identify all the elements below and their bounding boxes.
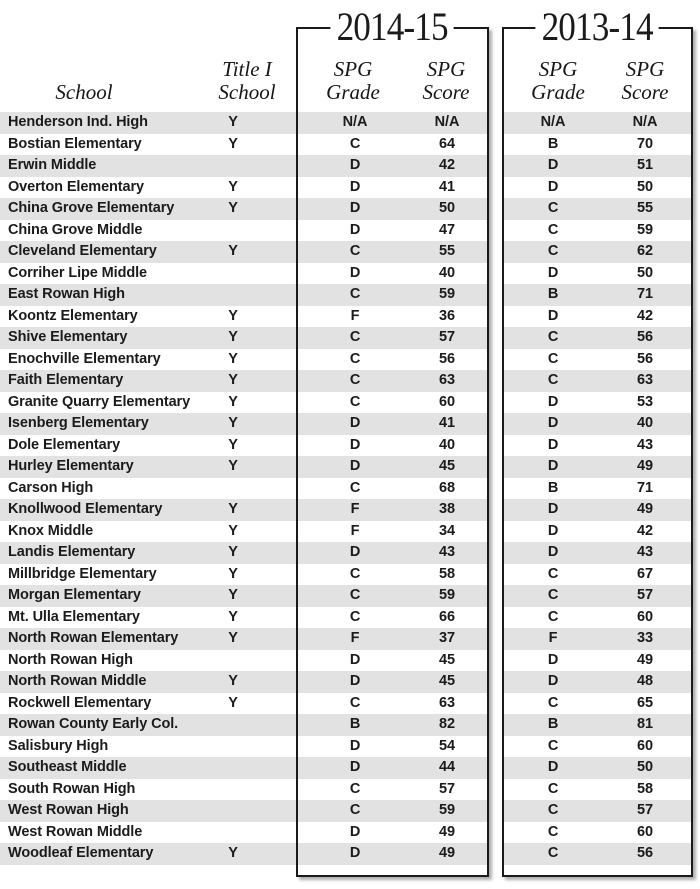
cell-spg-grade-2013-14: C xyxy=(547,350,559,367)
cell-school: Faith Elementary xyxy=(8,372,124,388)
cell-spg-grade-2014-15: D xyxy=(349,458,361,474)
cell-spg-score-2014-15: 82 xyxy=(439,716,455,732)
cell-spg-grade-2014-15: C xyxy=(349,479,361,496)
cell-spg-grade-2014-15: B xyxy=(349,716,361,732)
table-row xyxy=(0,607,700,629)
cell-spg-score-2013-14: 81 xyxy=(637,716,653,732)
cell-spg-grade-2013-14: C xyxy=(547,694,559,711)
cell-spg-grade-2014-15: D xyxy=(349,178,361,195)
cell-spg-grade-2014-15: D xyxy=(349,845,361,861)
column-header-title1-school xyxy=(197,58,297,104)
cell-spg-score-2013-14: 50 xyxy=(637,264,653,281)
cell-school: South Rowan High xyxy=(8,780,136,797)
spg-grade-line2: Grade xyxy=(531,80,585,104)
cell-spg-score-2013-14: 67 xyxy=(637,565,653,582)
table-row xyxy=(0,843,700,865)
cell-spg-grade-2014-15: C xyxy=(349,286,361,302)
cell-school: Hurley Elementary xyxy=(8,458,134,474)
cell-title1-school xyxy=(193,650,273,672)
table-row xyxy=(0,370,700,392)
cell-school: Isenberg Elementary xyxy=(8,415,149,431)
cell-title1-school: Y xyxy=(228,350,238,367)
cell-school: East Rowan High xyxy=(8,286,125,302)
cell-spg-grade-2014-15: C xyxy=(349,587,361,603)
cell-spg-grade-2013-14: D xyxy=(547,458,559,474)
cell-spg-grade-2014-15: D xyxy=(349,544,361,560)
cell-spg-score-2013-14: 49 xyxy=(637,651,653,668)
cell-spg-score-2013-14: 43 xyxy=(637,544,653,560)
cell-spg-score-2014-15: 41 xyxy=(439,415,455,431)
cell-school: Salisbury High xyxy=(8,737,109,754)
table-row xyxy=(0,822,700,844)
cell-spg-score-2014-15: 59 xyxy=(439,802,455,818)
cell-spg-score-2013-14: 56 xyxy=(637,350,653,367)
cell-title1-school: Y xyxy=(228,565,238,582)
cell-spg-score-2014-15: 50 xyxy=(439,200,455,216)
cell-title1-school: Y xyxy=(228,522,238,539)
cell-spg-score-2013-14: 57 xyxy=(637,587,653,603)
cell-school: Dole Elementary xyxy=(8,436,121,453)
cell-school: Bostian Elementary xyxy=(8,135,142,152)
cell-spg-score-2013-14: 50 xyxy=(637,759,653,775)
cell-school: Shive Elementary xyxy=(8,329,128,345)
column-header-spg-score-2013-14 xyxy=(595,58,695,104)
cell-spg-score-2014-15: 45 xyxy=(439,458,455,474)
cell-spg-score-2013-14: 63 xyxy=(637,372,653,388)
column-header-spg-score-2014-15 xyxy=(396,58,496,104)
cell-spg-grade-2013-14: C xyxy=(547,200,559,216)
cell-title1-school: Y xyxy=(228,415,238,431)
cell-spg-grade-2014-15: C xyxy=(349,350,361,367)
cell-title1-school xyxy=(193,714,273,736)
table-row xyxy=(0,392,700,414)
cell-spg-grade-2014-15: D xyxy=(349,436,361,453)
cell-title1-school: Y xyxy=(228,114,238,130)
table-row xyxy=(0,542,700,564)
cell-spg-grade-2013-14: C xyxy=(547,243,559,259)
table-row xyxy=(0,263,700,285)
cell-spg-grade-2013-14: C xyxy=(547,845,559,861)
cell-title1-school: Y xyxy=(228,458,238,474)
cell-spg-score-2014-15: 56 xyxy=(439,350,455,367)
table-rows xyxy=(0,112,700,865)
cell-spg-score-2013-14: 50 xyxy=(637,178,653,195)
cell-title1-school: Y xyxy=(228,630,238,646)
cell-spg-score-2013-14: 43 xyxy=(637,436,653,453)
cell-spg-score-2013-14: 49 xyxy=(637,501,653,517)
cell-spg-score-2014-15: 41 xyxy=(439,178,455,195)
cell-title1-school: Y xyxy=(228,243,238,259)
cell-spg-score-2013-14: 71 xyxy=(637,286,653,302)
spg-grade-line2: Grade xyxy=(326,80,380,104)
cell-spg-grade-2014-15: F xyxy=(350,307,360,324)
cell-spg-score-2014-15: 38 xyxy=(439,501,455,517)
cell-spg-score-2014-15: 63 xyxy=(439,372,455,388)
cell-school: Morgan Elementary xyxy=(8,587,141,603)
cell-school: Knox Middle xyxy=(8,522,94,539)
cell-school: Carson High xyxy=(8,479,94,496)
cell-spg-grade-2013-14: B xyxy=(547,716,559,732)
cell-school: West Rowan High xyxy=(8,802,129,818)
cell-spg-score-2013-14: 57 xyxy=(637,802,653,818)
cell-spg-grade-2014-15: D xyxy=(349,264,361,281)
cell-title1-school: Y xyxy=(228,135,238,152)
cell-title1-school xyxy=(193,220,273,242)
group-title-wrap-2013-14 xyxy=(504,4,691,50)
table-row xyxy=(0,671,700,693)
cell-school: Woodleaf Elementary xyxy=(8,845,154,861)
cell-spg-score-2013-14: 56 xyxy=(637,845,653,861)
cell-spg-score-2014-15: 43 xyxy=(439,544,455,560)
cell-spg-grade-2013-14: D xyxy=(547,673,559,689)
cell-spg-grade-2013-14: D xyxy=(547,759,559,775)
table-row xyxy=(0,650,700,672)
cell-spg-score-2014-15: 54 xyxy=(439,737,455,754)
cell-school: Rowan County Early Col. xyxy=(8,716,179,732)
cell-school: Granite Quarry Elementary xyxy=(8,393,191,410)
cell-spg-grade-2013-14: C xyxy=(547,221,559,238)
table-row xyxy=(0,456,700,478)
table-row xyxy=(0,198,700,220)
cell-spg-grade-2013-14: C xyxy=(547,565,559,582)
cell-spg-grade-2014-15: F xyxy=(350,522,360,539)
cell-spg-score-2013-14: 40 xyxy=(637,415,653,431)
cell-title1-school: Y xyxy=(228,393,238,410)
cell-spg-grade-2013-14: D xyxy=(547,436,559,453)
cell-spg-grade-2014-15: D xyxy=(349,157,361,173)
cell-spg-score-2013-14: 48 xyxy=(637,673,653,689)
cell-spg-grade-2013-14: B xyxy=(547,135,559,152)
cell-spg-score-2014-15: 40 xyxy=(439,264,455,281)
cell-school: West Rowan Middle xyxy=(8,823,143,840)
cell-spg-grade-2013-14: C xyxy=(547,608,559,625)
table-row xyxy=(0,714,700,736)
cell-spg-grade-2013-14: D xyxy=(547,307,559,324)
cell-title1-school xyxy=(193,800,273,822)
cell-school: North Rowan Elementary xyxy=(8,630,179,646)
group-title-2013-14: 2013-14 xyxy=(536,4,659,50)
cell-spg-score-2013-14: 55 xyxy=(637,200,653,216)
cell-title1-school xyxy=(193,284,273,306)
cell-spg-score-2013-14: N/A xyxy=(632,114,658,130)
cell-spg-grade-2014-15: C xyxy=(349,802,361,818)
cell-school: Corriher Lipe Middle xyxy=(8,264,147,281)
cell-school: Erwin Middle xyxy=(8,157,97,173)
table-row xyxy=(0,478,700,500)
cell-spg-grade-2014-15: D xyxy=(349,673,361,689)
table-row xyxy=(0,413,700,435)
cell-spg-score-2014-15: 40 xyxy=(439,436,455,453)
cell-spg-grade-2014-15: D xyxy=(349,415,361,431)
cell-spg-score-2014-15: 57 xyxy=(439,329,455,345)
cell-spg-score-2013-14: 42 xyxy=(637,307,653,324)
cell-spg-grade-2013-14: D xyxy=(547,501,559,517)
cell-spg-grade-2014-15: D xyxy=(349,737,361,754)
cell-spg-score-2014-15: 49 xyxy=(439,845,455,861)
cell-spg-grade-2013-14: B xyxy=(547,286,559,302)
cell-spg-grade-2014-15: C xyxy=(349,243,361,259)
cell-spg-grade-2013-14: F xyxy=(548,630,558,646)
cell-spg-grade-2014-15: C xyxy=(349,393,361,410)
cell-spg-score-2014-15: 66 xyxy=(439,608,455,625)
cell-spg-score-2014-15: 36 xyxy=(439,307,455,324)
cell-spg-grade-2013-14: C xyxy=(547,587,559,603)
cell-title1-school: Y xyxy=(228,178,238,195)
cell-title1-school xyxy=(193,779,273,801)
cell-title1-school xyxy=(193,736,273,758)
cell-spg-score-2014-15: 60 xyxy=(439,393,455,410)
cell-school: Millbridge Elementary xyxy=(8,565,157,582)
table-row xyxy=(0,349,700,371)
cell-spg-grade-2013-14: N/A xyxy=(540,114,566,130)
cell-spg-score-2014-15: 58 xyxy=(439,565,455,582)
cell-spg-grade-2014-15: D xyxy=(349,651,361,668)
cell-school: Southeast Middle xyxy=(8,759,127,775)
cell-spg-score-2014-15: 59 xyxy=(439,286,455,302)
table-row xyxy=(0,585,700,607)
cell-spg-score-2014-15: 42 xyxy=(439,157,455,173)
cell-spg-grade-2014-15: F xyxy=(350,501,360,517)
table-row xyxy=(0,284,700,306)
cell-spg-grade-2014-15: F xyxy=(350,630,360,646)
cell-spg-score-2013-14: 59 xyxy=(637,221,653,238)
cell-spg-score-2014-15: 37 xyxy=(439,630,455,646)
cell-spg-grade-2013-14: C xyxy=(547,802,559,818)
cell-spg-score-2014-15: 44 xyxy=(439,759,455,775)
column-header-spg-grade-2013-14 xyxy=(508,58,608,104)
cell-spg-grade-2013-14: C xyxy=(547,372,559,388)
spg-score-line1: SPG xyxy=(625,57,665,81)
table-row xyxy=(0,220,700,242)
cell-title1-school: Y xyxy=(228,307,238,324)
spg-score-line1: SPG xyxy=(426,57,466,81)
cell-spg-score-2014-15: 45 xyxy=(439,673,455,689)
cell-school: North Rowan Middle xyxy=(8,673,147,689)
cell-spg-grade-2013-14: C xyxy=(547,780,559,797)
cell-spg-grade-2013-14: C xyxy=(547,737,559,754)
cell-spg-grade-2013-14: D xyxy=(547,651,559,668)
cell-spg-score-2014-15: 68 xyxy=(439,479,455,496)
cell-spg-score-2013-14: 51 xyxy=(637,157,653,173)
cell-spg-score-2014-15: 45 xyxy=(439,651,455,668)
table-row xyxy=(0,241,700,263)
cell-school: Overton Elementary xyxy=(8,178,144,195)
table-row xyxy=(0,628,700,650)
cell-spg-grade-2013-14: C xyxy=(547,329,559,345)
cell-spg-score-2013-14: 60 xyxy=(637,737,653,754)
table-row xyxy=(0,435,700,457)
cell-title1-school: Y xyxy=(228,845,238,861)
cell-school: Knollwood Elementary xyxy=(8,501,163,517)
cell-spg-score-2014-15: 57 xyxy=(439,780,455,797)
cell-title1-school: Y xyxy=(228,436,238,453)
table-row xyxy=(0,521,700,543)
table-row xyxy=(0,564,700,586)
cell-title1-school: Y xyxy=(228,501,238,517)
cell-school: China Grove Elementary xyxy=(8,200,175,216)
spg-grade-line1: SPG xyxy=(333,57,373,81)
column-header-title1-line1: Title I xyxy=(222,57,272,81)
cell-spg-grade-2013-14: D xyxy=(547,544,559,560)
cell-title1-school xyxy=(193,478,273,500)
cell-title1-school: Y xyxy=(228,587,238,603)
table-row xyxy=(0,177,700,199)
cell-spg-grade-2014-15: D xyxy=(349,759,361,775)
cell-spg-grade-2014-15: D xyxy=(349,200,361,216)
cell-spg-score-2014-15: 59 xyxy=(439,587,455,603)
column-header-spg-grade-2014-15 xyxy=(303,58,403,104)
cell-spg-score-2014-15: 55 xyxy=(439,243,455,259)
cell-title1-school: Y xyxy=(228,673,238,689)
cell-title1-school xyxy=(193,263,273,285)
cell-spg-grade-2013-14: D xyxy=(547,264,559,281)
cell-school: Enochville Elementary xyxy=(8,350,161,367)
cell-school: Landis Elementary xyxy=(8,544,136,560)
cell-school: Cleveland Elementary xyxy=(8,243,157,259)
cell-spg-grade-2013-14: C xyxy=(547,823,559,840)
cell-spg-grade-2013-14: D xyxy=(547,415,559,431)
cell-spg-score-2013-14: 60 xyxy=(637,823,653,840)
cell-spg-grade-2014-15: D xyxy=(349,823,361,840)
table-row xyxy=(0,327,700,349)
cell-spg-grade-2014-15: C xyxy=(349,608,361,625)
cell-spg-score-2013-14: 49 xyxy=(637,458,653,474)
cell-spg-grade-2014-15: D xyxy=(349,221,361,238)
cell-spg-grade-2013-14: D xyxy=(547,393,559,410)
cell-spg-grade-2014-15: N/A xyxy=(342,114,368,130)
cell-spg-score-2013-14: 60 xyxy=(637,608,653,625)
table-row xyxy=(0,499,700,521)
cell-spg-score-2014-15: 47 xyxy=(439,221,455,238)
spg-score-line2: Score xyxy=(422,80,470,104)
cell-title1-school xyxy=(193,757,273,779)
cell-spg-grade-2014-15: C xyxy=(349,694,361,711)
cell-title1-school: Y xyxy=(228,372,238,388)
cell-school: North Rowan High xyxy=(8,651,133,668)
cell-spg-score-2013-14: 71 xyxy=(637,479,653,496)
cell-school: Koontz Elementary xyxy=(8,307,138,324)
column-header-title1-line2: School xyxy=(218,80,276,104)
cell-title1-school: Y xyxy=(228,329,238,345)
cell-spg-score-2014-15: 63 xyxy=(439,694,455,711)
group-title-2014-15: 2014-15 xyxy=(331,4,454,50)
cell-spg-score-2014-15: 34 xyxy=(439,522,455,539)
cell-spg-grade-2014-15: C xyxy=(349,329,361,345)
spg-grade-line1: SPG xyxy=(538,57,578,81)
cell-school: China Grove Middle xyxy=(8,221,143,238)
group-title-wrap-2014-15 xyxy=(298,4,487,50)
cell-title1-school xyxy=(193,822,273,844)
column-header-school: School xyxy=(55,80,113,104)
cell-spg-score-2013-14: 62 xyxy=(637,243,653,259)
cell-title1-school: Y xyxy=(228,544,238,560)
cell-spg-score-2013-14: 33 xyxy=(637,630,653,646)
cell-spg-grade-2014-15: C xyxy=(349,780,361,797)
cell-spg-grade-2013-14: D xyxy=(547,178,559,195)
table-row xyxy=(0,736,700,758)
cell-title1-school: Y xyxy=(228,694,238,711)
cell-school: Henderson Ind. High xyxy=(8,114,148,130)
cell-title1-school: Y xyxy=(228,608,238,625)
spg-score-line2: Score xyxy=(621,80,669,104)
table-row xyxy=(0,134,700,156)
cell-spg-grade-2013-14: D xyxy=(547,157,559,173)
cell-spg-score-2013-14: 65 xyxy=(637,694,653,711)
cell-spg-score-2013-14: 56 xyxy=(637,329,653,345)
cell-spg-score-2013-14: 58 xyxy=(637,780,653,797)
table-row xyxy=(0,757,700,779)
cell-spg-grade-2013-14: D xyxy=(547,522,559,539)
cell-spg-score-2013-14: 53 xyxy=(637,393,653,410)
cell-spg-score-2014-15: N/A xyxy=(434,114,460,130)
cell-spg-grade-2014-15: C xyxy=(349,565,361,582)
cell-spg-score-2014-15: 49 xyxy=(439,823,455,840)
cell-spg-grade-2013-14: B xyxy=(547,479,559,496)
table-row xyxy=(0,306,700,328)
cell-spg-score-2014-15: 64 xyxy=(439,135,455,152)
cell-title1-school: Y xyxy=(228,200,238,216)
cell-title1-school xyxy=(193,155,273,177)
table-row xyxy=(0,112,700,134)
table-row xyxy=(0,155,700,177)
cell-spg-grade-2014-15: C xyxy=(349,372,361,388)
cell-school: Mt. Ulla Elementary xyxy=(8,608,140,625)
table-row xyxy=(0,800,700,822)
cell-school: Rockwell Elementary xyxy=(8,694,152,711)
cell-spg-score-2013-14: 70 xyxy=(637,135,653,152)
cell-spg-score-2013-14: 42 xyxy=(637,522,653,539)
table-row xyxy=(0,779,700,801)
table-row xyxy=(0,693,700,715)
cell-spg-grade-2014-15: C xyxy=(349,135,361,152)
